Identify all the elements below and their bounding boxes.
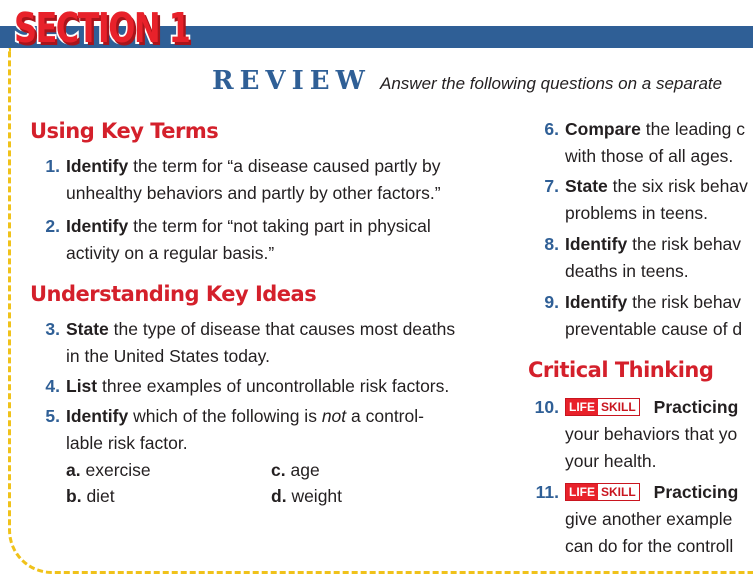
instructions: Answer the following questions on a separate	[380, 74, 723, 93]
life-skill-badge: LIFE SKILL	[565, 483, 640, 501]
option-b: b. diet	[66, 486, 115, 506]
life-skill-badge: LIFE SKILL	[565, 398, 640, 416]
question-number: 1.	[45, 156, 60, 176]
question-number: 5.	[45, 406, 60, 426]
section-title: SECTION 1	[14, 4, 190, 52]
question-number: 8.	[544, 234, 559, 254]
question-number: 10.	[534, 397, 559, 417]
option-d: d. weight	[271, 486, 343, 506]
option-c: c. age	[271, 460, 320, 480]
question-number: 2.	[45, 216, 60, 236]
review-heading: REVIEW	[212, 66, 371, 96]
question-number: 7.	[544, 176, 559, 196]
question-number: 6.	[544, 119, 559, 139]
question-number: 11.	[535, 482, 559, 502]
heading-using-key-terms: Using Key Terms	[30, 119, 219, 143]
heading-understanding-key-ideas: Understanding Key Ideas	[30, 282, 317, 306]
heading-critical-thinking: Critical Thinking	[528, 358, 714, 382]
question-number: 9.	[544, 292, 559, 312]
question-number: 4.	[45, 376, 60, 396]
question-number: 3.	[45, 319, 60, 339]
option-a: a. exercise	[66, 460, 151, 480]
